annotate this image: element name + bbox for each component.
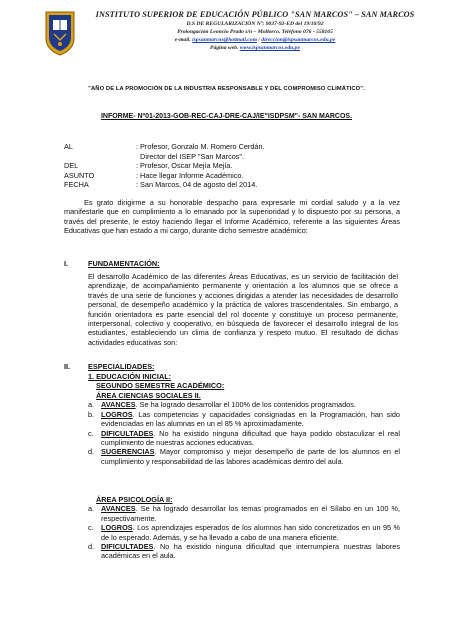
- email-separator: /: [256, 37, 262, 43]
- list-item: [88, 542, 400, 561]
- item-keyword: LOGROS: [101, 523, 133, 533]
- institute-name: INSTITUTO SUPERIOR DE EDUCACIÓN PÚBLICO "SAN MARCOS" – SAN MARCOS: [95, 10, 415, 19]
- memo-key: DEL: [64, 161, 79, 170]
- memo-value: Director del ISEP "San Marcos".: [136, 151, 245, 161]
- specialty-heading: [88, 372, 171, 381]
- semester-title: SEGUNDO SEMESTRE ACADÉMICO:: [96, 381, 225, 390]
- item-letter: c.: [88, 523, 94, 533]
- item-letter: a.: [88, 504, 95, 514]
- list-item: [88, 523, 400, 542]
- email-link-1[interactable]: ispsanmarcos@hotmail.com: [192, 37, 257, 43]
- item-letter: c.: [88, 428, 94, 438]
- section-title: FUNDAMENTACIÓN:: [88, 259, 160, 268]
- item-keyword: AVANCES: [101, 504, 136, 514]
- area-title: ÁREA CIENCIAS SOCIALES II.: [96, 391, 201, 400]
- item-body: . No ha existido ninguna dificultad que haya podido obstaculizar el real cumplimiento de nuestras acciones educativas.: [101, 428, 400, 448]
- item-body: . Las competencias y capacidades consignadas en la Programación, han sido evidenciadas en las alumnas en un el 85 % aproximadamente.: [101, 409, 400, 429]
- website-line: [80, 44, 430, 52]
- item-keyword: DIFICULTADES: [101, 542, 154, 552]
- memo-row-to: [64, 142, 436, 152]
- section-title: ESPECIALIDADES:: [88, 362, 155, 371]
- item-keyword: SUGERENCIAS: [101, 447, 155, 457]
- list-item: [88, 400, 400, 409]
- memo-key: [64, 152, 136, 162]
- email-line: [80, 36, 430, 44]
- memo-row-subject: [64, 171, 436, 181]
- website-link[interactable]: www.ispsanmarcos.edu.pe: [239, 45, 300, 51]
- memo-row-to-title: [64, 152, 436, 162]
- item-text: [101, 447, 400, 466]
- email-link-2[interactable]: direccion@ispsanmarcos.edu.pe: [261, 37, 336, 43]
- memo-key: FECHA: [64, 180, 89, 189]
- item-text: [101, 504, 400, 523]
- memo-value: : Profesor, Oscar Mejía Mejía.: [136, 161, 233, 170]
- item-body: . Los aprendizajes esperados de los alumnos han sido concretizados en un 95 % de lo esperado. Además, y se ha llevado a cabo de una manera eficiente.: [101, 523, 400, 542]
- semester-heading: [96, 381, 224, 390]
- fundamentacion-paragraph: El desarrollo Académico de las diferentes Áreas Educativas, es un servicio de facilitación del aprendizaje, de acompañamiento permanente y orientación a los alumnos que se ofrece a través de una serie de funciones y acciones dirigidas a atender las necesidades de desarrollo personal, de desempeño académico y la práctica de valores trascendentales. Sin embargo, a función orientadora es parte esencial del rol docente y constituye un proceso permanente, interpersonal, colectivo y cooperativo, en búsqueda de favorecer el desarrollo integral de los estudiantes, estableciendo un clima de confianza y respeto mutuo. El resultado de dichas actividades educativas son:: [88, 272, 398, 347]
- memo-key: ASUNTO: [64, 170, 95, 180]
- list-item: [88, 504, 400, 523]
- intro-paragraph: Es grato dirigirme a su honorable despacho para expresarle mi cordial saludo y a la vez manifestarle que en cumplimiento a lo emanado por la superioridad y lo dispuesto por su persona, a través del presente, le estoy haciendo llegar el Informe Académico, referente a las siguientes Áreas Educativas que han estado a mi cargo, durante dicho semestre académico:: [64, 198, 400, 236]
- website-prefix: Página web.: [210, 45, 240, 51]
- item-text: [101, 400, 400, 409]
- item-keyword: DIFICULTADES: [101, 428, 154, 438]
- regularization-decree: D.S DE REGULARIZACIÓN Nº: 0037-92-ED del 19/10/92: [186, 21, 324, 27]
- memo-value: : Profesor, Gonzalo M. Romero Cerdán.: [136, 142, 265, 151]
- letterhead: [80, 10, 430, 52]
- memo-key: AL: [64, 142, 73, 151]
- item-body: . Se ha logrado desarrollar los temas programados en el Sílabo en un 100 %, respectivamente.: [101, 504, 400, 523]
- item-text: [101, 542, 400, 561]
- institute-crest-logo: [44, 10, 76, 56]
- section-heading-fundamentacion: [64, 259, 160, 268]
- item-text: [101, 410, 400, 429]
- section-number: II.: [64, 362, 71, 371]
- item-letter: b.: [88, 409, 95, 419]
- year-motto: "AÑO DE LA PROMOCIÓN DE LA INDUSTRIA RESPONSABLE Y DEL COMPROMISO CLIMÁTICO".: [88, 86, 365, 92]
- institute-address: Prolongación Leoncio Prado s/n – Mollorco. Teléfono 076 - 558165: [177, 29, 333, 35]
- list-item: [88, 429, 400, 448]
- item-letter: a.: [88, 400, 95, 410]
- item-keyword: LOGROS: [101, 409, 133, 419]
- memo-value: : San Marcos, 04 de agosto del 2014.: [136, 180, 258, 189]
- memo-header-block: [64, 142, 436, 190]
- item-text: [101, 523, 400, 542]
- item-body: . Mayor compromiso y mejor desempeño de parte de los alumnos en el cumplimiento y responsabilidad de las labores académicas dentro del aula.: [101, 447, 400, 466]
- memo-value: : Hace llegar Informe Académico.: [136, 170, 244, 180]
- memo-row-from: [64, 161, 436, 171]
- specialty-title: 1. EDUCACIÓN INICIAL:: [88, 372, 172, 381]
- item-body: . Se ha logrado desarrollar el 100% de los contenidos programados.: [135, 400, 356, 410]
- section-heading-especialidades: [64, 362, 155, 371]
- memo-row-date: [64, 180, 436, 190]
- item-body: . No ha existido ninguna dificultad que interrumpiera nuestras labores académicas en el aula.: [101, 542, 400, 561]
- section-number: I.: [64, 259, 69, 268]
- item-keyword: AVANCES: [101, 400, 136, 410]
- report-title: INFORME- Nº01-2013-GOB-REC-CAJ-DRE-CAJ/IE"ISDPSM"- SAN MARCOS.: [100, 113, 353, 120]
- area-social-sciences: [88, 391, 400, 466]
- item-letter: d.: [88, 542, 95, 552]
- list-item: [88, 447, 400, 466]
- area-title: ÁREA PSICOLOGÍA II:: [96, 495, 173, 504]
- item-text: [101, 429, 400, 448]
- list-item: [88, 410, 400, 429]
- area-psychology: [88, 495, 400, 561]
- email-prefix: e-mail.: [174, 37, 193, 43]
- item-letter: d.: [88, 447, 95, 457]
